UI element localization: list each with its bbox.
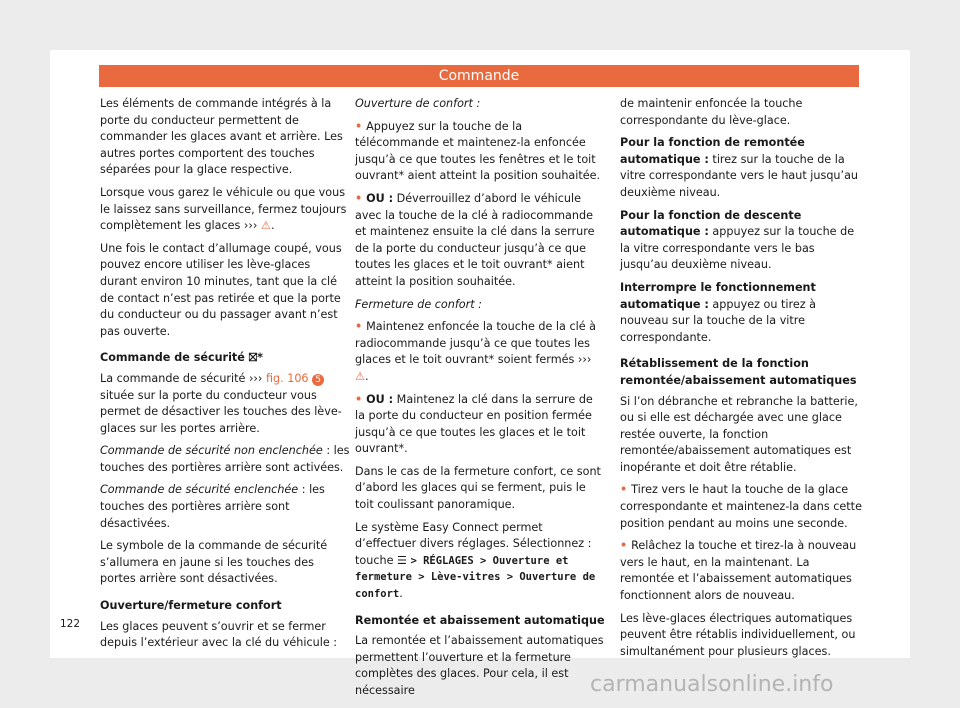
paragraph: La commande de sécurité ››› fig. 106 5 située sur la porte du conducteur vous permet de désactiver les touches des lève-glaces sur les portes arrière. <box>100 371 342 435</box>
callout-number: 5 <box>312 374 324 386</box>
bullet-item: • Appuyez sur la touche de la télécommande et maintenez-la enfoncée jusqu’à ce que toutes les fenêtres et le toit ouvrant* aient atteint la position souhaitée. <box>355 119 601 183</box>
bullet-item: • Relâchez la touche et tirez-la à nouveau vers le haut, en la maintenant. La remontée et l’abaissement automatiques fonctionnent alors de nouveau. <box>620 539 857 603</box>
paragraph: Si l’on débranche et rebranche la batterie, ou si elle est déchargée avec une glace restée ouverte, la fonction remontée/abaissement automatiques est inopérante et doit être rétablie. <box>620 394 858 474</box>
page-number: 122 <box>60 618 81 630</box>
heading: Rétablissement de la fonction remontée/abaissement automatiques <box>620 357 857 387</box>
subheading: Fermeture de confort : <box>355 297 482 311</box>
bullet-icon: • <box>355 392 363 406</box>
paragraph: Les éléments de commande intégrés à la porte du conducteur permettent de commander les glaces avant et arrière. Les autres portes comportent des touches séparées pour la glace respective. <box>100 97 343 177</box>
paragraph: Interrompre le fonctionnement automatique : appuyez ou tirez à nouveau sur la touche de la vitre correspondante. <box>620 280 817 344</box>
paragraph: de maintenir enfoncée la touche correspondante du lève-glace. <box>620 97 803 127</box>
subheading: Ouverture de confort : <box>355 97 481 110</box>
warning-triangle-icon: ⚠ <box>355 369 366 383</box>
paragraph: Le système Easy Connect permet d’effectuer divers réglages. Sélectionnez : touche ☰ > RÉGLAGES > Ouverture et fermeture > Lève-vitres > Ouverture de confort. <box>355 520 596 601</box>
column-3 <box>620 96 862 666</box>
bullet-icon: • <box>620 539 628 553</box>
paragraph: Pour la fonction de descente automatique : appuyez sur la touche de la vitre correspondante vers le bas jusqu’au deuxième niveau. <box>620 208 855 272</box>
bullet-icon: • <box>355 320 363 334</box>
heading: Remontée et abaissement automatique <box>355 613 605 627</box>
paragraph: Les glaces peuvent s’ouvrir et se fermer depuis l’extérieur avec la clé du véhicule : <box>100 619 338 650</box>
paragraph: Commande de sécurité enclenchée : les touches des portières arrière sont désactivées. <box>100 483 325 530</box>
paragraph: Commande de sécurité non enclenchée : les touches des portières arrière sont activées. <box>100 444 350 474</box>
paragraph: Pour la fonction de remontée automatique : tirez sur la touche de la vitre correspondante vers le haut jusqu’au deuxième niveau. <box>620 136 859 199</box>
bullet-item: • OU : Maintenez la clé dans la serrure de la porte du conducteur en position fermée jusqu’à ce que toutes les glaces et le toit ouvrant*. <box>355 392 593 456</box>
section-header: Commande <box>99 65 859 87</box>
column-1 <box>100 96 350 658</box>
paragraph: La remontée et l’abaissement automatiques permettent l’ouverture et la fermeture complètes des glaces. Pour cela, il est nécessaire <box>355 634 604 697</box>
menu-icon: ☰ <box>397 553 407 567</box>
figure-link[interactable]: fig. 106 <box>265 371 309 385</box>
heading: Ouverture/fermeture confort <box>100 599 282 613</box>
child-lock-icon: ⛝ <box>248 351 258 365</box>
bullet-icon: • <box>355 191 363 205</box>
bullet-item: • Maintenez enfoncée la touche de la clé à radiocommande jusqu’à ce que toutes les glaces et le toit ouvrant* soient fermés ››› ⚠. <box>355 320 596 383</box>
paragraph: Le symbole de la commande de sécurité s’allumera en jaune si les touches des portes arrière sont désactivées. <box>100 539 328 586</box>
bullet-item: • OU : Déverrouillez d’abord le véhicule avec la touche de la clé à radiocommande et maintenez ensuite la clé dans la serrure de la porte du conducteur jusqu’à ce que toutes les glaces et le toit ouvrant* aient atteint la position souhaitée. <box>355 191 595 288</box>
bullet-item: • Tirez vers le haut la touche de la glace correspondante et maintenez-la dans cette position pendant au moins une seconde. <box>620 483 862 530</box>
warning-triangle-icon: ⚠ <box>260 219 271 233</box>
paragraph: Les lève-glaces électriques automatiques peuvent être rétablis individuellement, ou simultanément pour plusieurs glaces. <box>620 611 856 658</box>
heading: Commande de sécurité ⛝* <box>100 351 263 365</box>
bullet-icon: • <box>620 483 628 497</box>
column-2 <box>355 96 605 706</box>
bullet-icon: • <box>355 119 363 133</box>
paragraph: Dans le cas de la fermeture confort, ce sont d’abord les glaces qui se ferment, puis le toit coulissant panoramique. <box>355 464 601 512</box>
watermark: carmanualsonline.info <box>590 672 834 697</box>
paragraph: Lorsque vous garez le véhicule ou que vous le laissez sans surveillance, fermez toujours complètement les glaces ››› ⚠. <box>100 185 347 233</box>
paragraph: Une fois le contact d’allumage coupé, vous pouvez encore utiliser les lève-glaces durant environ 10 minutes, tant que la clé de contact n’est pas retirée et que la porte du conducteur ou du passager avant n’est pas ouverte. <box>100 241 342 338</box>
